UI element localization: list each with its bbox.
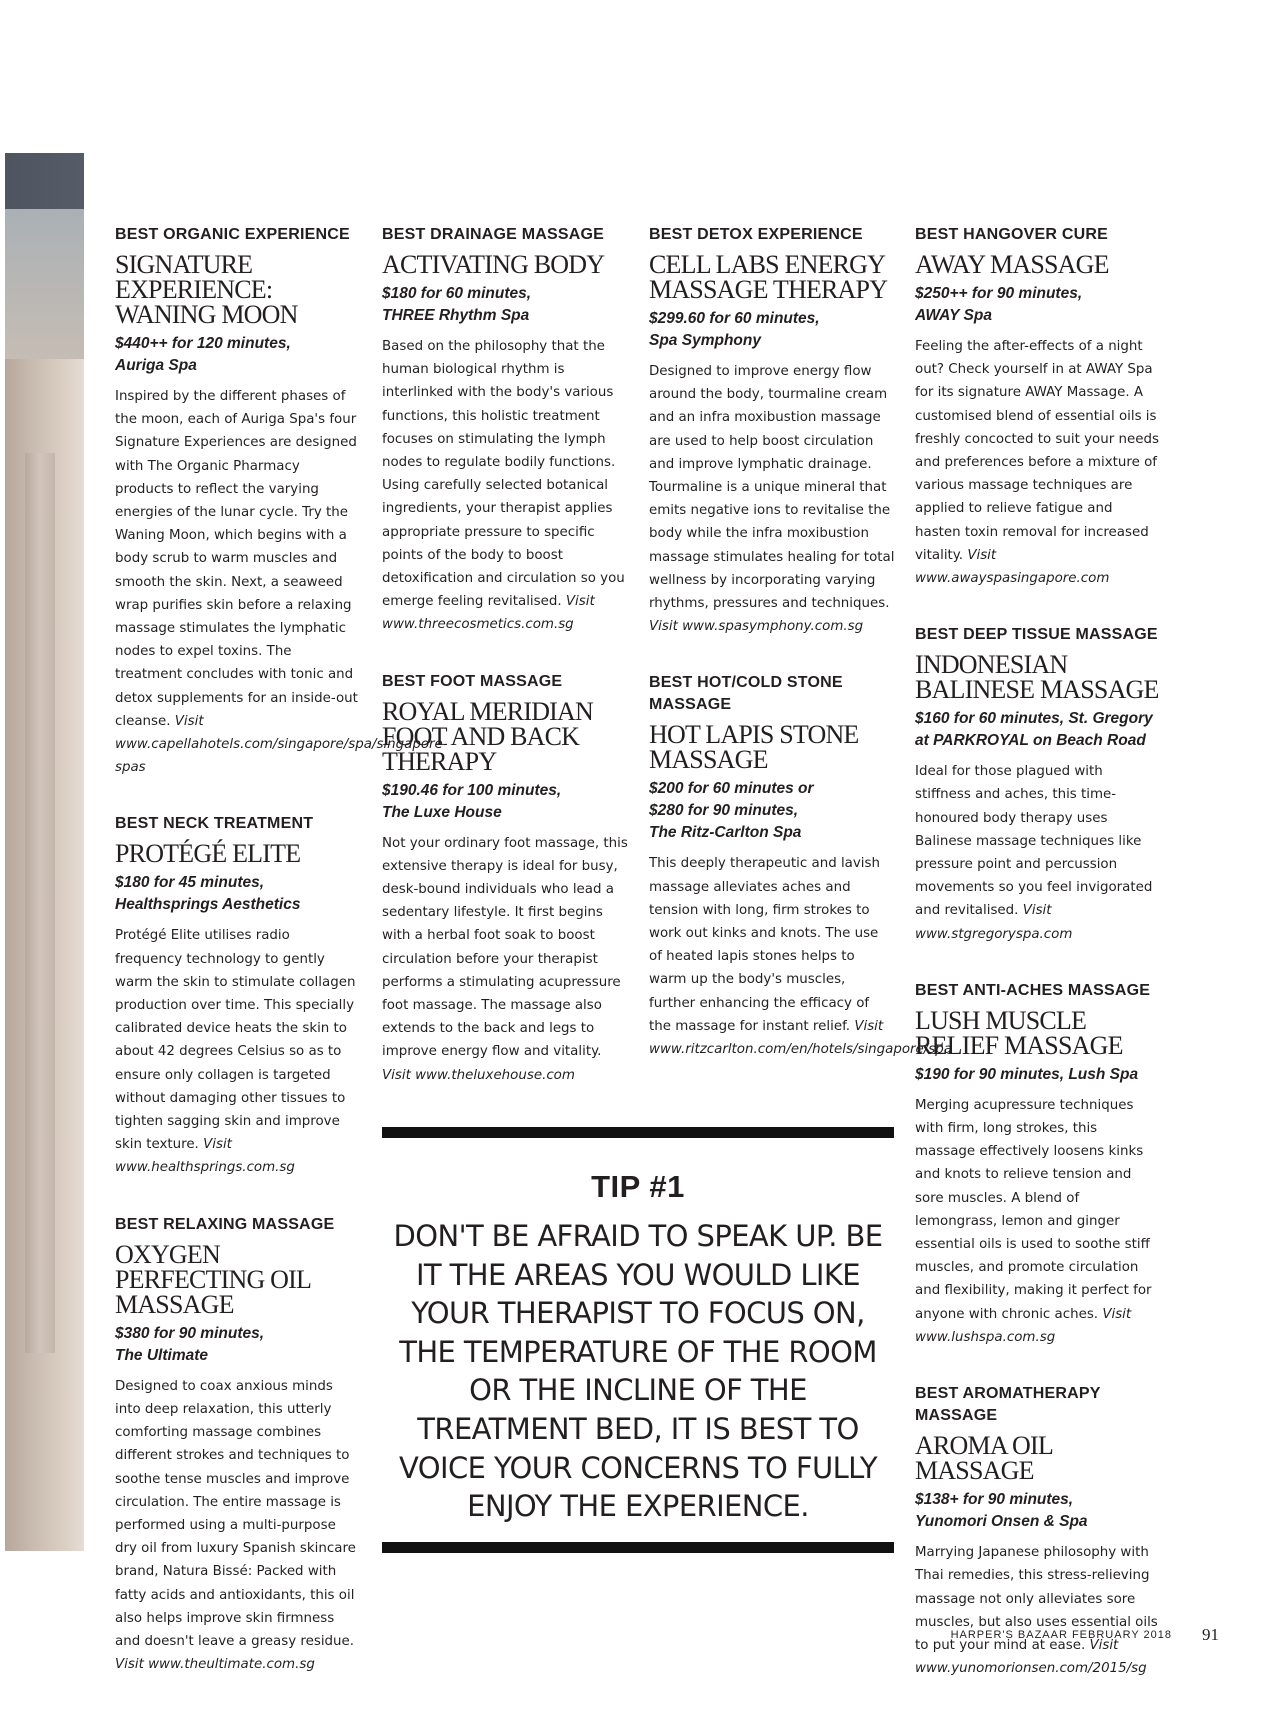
- website-link[interactable]: Visit www.threecosmetics.com.sg: [382, 594, 595, 633]
- price-line: $160 for 60 minutes, St. Gregory at PARKROYAL on Beach Road: [915, 710, 1153, 750]
- description: Marrying Japanese philosophy with Thai remedies, this stress-relieving massage not only alleviates sore muscles, but also uses essential oils to put your mind at ease. Visit www.yunomorionsen.com/2015/sg: [915, 1545, 1158, 1677]
- treatment-entry: [382, 671, 628, 1087]
- treatment-entry: [915, 980, 1161, 1349]
- magazine-issue: HARPER'S BAZAAR FEBRUARY 2018: [950, 1629, 1172, 1641]
- description: Inspired by the different phases of the moon, each of Auriga Spa's four Signature Experiences are designed with The Organic Pharmacy products to reflect the varying energies of the lunar cycle. Try the Waning Moon, which begins with a body scrub to warm muscles and smooth the skin. Next, a seaweed wrap purifies skin before a relaxing massage stimulates the lymphatic nodes to expel toxins. The treatment concludes with tonic and detox supplements for an inside-out cleanse. Visit www.capellahotels.com/singapore/spa/singapore-spas: [115, 389, 448, 776]
- description: Designed to improve energy flow around the body, tourmaline cream and an infra moxibustion massage are used to help boost circulation and improve lymphatic drainage. Tourmaline is a unique mineral that emits negative ions to revitalise the body while the infra moxibustion massage stimulates healing for total wellness by incorporating varying rhythms, pressures and techniques. Visit www.spasymphony.com.sg: [649, 364, 895, 635]
- description: This deeply therapeutic and lavish massage alleviates aches and tension with long, firm strokes to work out kinks and knots. The use of heated lapis stones helps to warm up the body's muscles, further enhancing the efficacy of the massage for instant relief. Visit www.ritzcarlton.com/en/hotels/singapore/spa: [649, 856, 952, 1058]
- category-heading: BEST DETOX EXPERIENCE: [649, 226, 863, 243]
- treatment-entry: [115, 1214, 361, 1677]
- tip-text: DON'T BE AFRAID TO SPEAK UP. BE IT THE AREAS YOU WOULD LIKE YOUR THERAPIST TO FOCUS ON, THE TEMPERATURE OF THE ROOM OR THE INCLINE OF THE TREATMENT BED, IT IS BEST TO VOICE YOUR CONCERNS TO FULLY ENJOY THE EXPERIENCE.: [393, 1219, 883, 1524]
- tip-top-rule: [382, 1127, 894, 1138]
- website-link[interactable]: Visit www.ritzcarlton.com/en/hotels/singapore/spa: [649, 1018, 952, 1058]
- column-2: [382, 224, 628, 1121]
- treatment-entry: [649, 224, 895, 638]
- tip-bottom-rule: [382, 1542, 894, 1553]
- treatment-name: ROYAL MERIDIAN FOOT AND BACK THERAPY: [382, 696, 593, 776]
- description: Merging acupressure techniques with firm, long strokes, this massage effectively loosens kinks and knots to relieve tension and sore muscles. A blend of lemongrass, lemon and ginger essential oils is used to soothe stiff muscles, and promote circulation and flexibility, making it perfect for anyone with chronic aches. Visit www.lushspa.com.sg: [915, 1097, 1152, 1345]
- treatment-entry: [115, 224, 448, 779]
- price-line: $180 for 60 minutes, THREE Rhythm Spa: [382, 285, 532, 324]
- page-footer: [951, 1625, 1219, 1645]
- treatment-entry: [915, 224, 1161, 590]
- category-heading: BEST ORGANIC EXPERIENCE: [115, 226, 350, 243]
- price-line: $200 for 60 minutes or $280 for 90 minutes, The Ritz-Carlton Spa: [649, 780, 814, 842]
- category-heading: BEST DEEP TISSUE MASSAGE: [915, 626, 1158, 644]
- website-link[interactable]: Visit www.theultimate.com.sg: [115, 1657, 315, 1673]
- treatment-name: INDONESIAN BALINESE MASSAGE: [915, 650, 1159, 705]
- treatment-entry: [915, 624, 1161, 946]
- category-heading: BEST HOT/COLD STONE MASSAGE: [649, 674, 843, 714]
- category-heading: BEST ANTI-ACHES MASSAGE: [915, 981, 1151, 999]
- website-link[interactable]: Visit www.awayspasingapore.com: [915, 547, 1110, 587]
- website-link[interactable]: Visit www.stgregoryspa.com: [915, 903, 1073, 942]
- photo-strip: [5, 153, 84, 1551]
- treatment-name: ACTIVATING BODY: [382, 250, 605, 279]
- treatment-entry: [649, 672, 952, 1061]
- website-link[interactable]: Visit www.theluxehouse.com: [382, 1067, 575, 1083]
- category-heading: BEST RELAXING MASSAGE: [115, 1215, 335, 1233]
- website-link[interactable]: Visit www.lushspa.com.sg: [915, 1306, 1132, 1345]
- price-line: $190.46 for 100 minutes, The Luxe House: [382, 781, 562, 821]
- price-line: $138+ for 90 minutes, Yunomori Onsen & Spa: [915, 1491, 1088, 1531]
- category-heading: BEST DRAINAGE MASSAGE: [382, 226, 604, 243]
- website-link[interactable]: Visit www.yunomorionsen.com/2015/sg: [915, 1637, 1147, 1677]
- price-line: $299.60 for 60 minutes, Spa Symphony: [649, 310, 820, 349]
- description: Ideal for those plagued with stiffness and aches, this time-honoured body therapy uses Balinese massage techniques like pressure point and percussion movements so you feel invigorated and revitalised. Visit www.stgregoryspa.com: [915, 764, 1153, 942]
- treatment-entry: [115, 813, 361, 1179]
- tip-box: [382, 1127, 894, 1553]
- description: Designed to coax anxious minds into deep relaxation, this utterly comforting massage combines different strokes and techniques to soothe tense muscles and improve circulation. The entire massage is performed using a multi-purpose dry oil from luxury Spanish skincare brand, Natura Bissé: Packed with fatty acids and antioxidants, this oil also helps improve skin firmness and doesn't leave a greasy residue. Visit www.theultimate.com.sg: [115, 1378, 356, 1673]
- column-1: [115, 224, 448, 1710]
- price-line: $440++ for 120 minutes, Auriga Spa: [115, 335, 291, 374]
- treatment-name: SIGNATURE EXPERIENCE: WANING MOON: [115, 250, 298, 329]
- treatment-name: PROTÉGÉ ELITE: [115, 839, 301, 869]
- column-4: [915, 224, 1161, 1714]
- price-line: $250++ for 90 minutes, AWAY Spa: [915, 285, 1083, 324]
- website-link[interactable]: Visit www.capellahotels.com/singapore/spa/singapore-spas: [115, 713, 448, 776]
- treatment-name: AWAY MASSAGE: [915, 250, 1109, 279]
- treatment-name: HOT LAPIS STONE MASSAGE: [649, 720, 859, 775]
- column-3: [649, 224, 952, 1095]
- category-heading: BEST NECK TREATMENT: [115, 815, 314, 833]
- description: Protégé Elite utilises radio frequency technology to gently warm the skin to stimulate collagen production over time. This specially calibrated device heats the skin to about 42 degrees Celsius so as to ensure only collagen is targeted without damaging other tissues to tighten sagging skin and improve skin texture. Visit www.healthsprings.com.sg: [115, 928, 356, 1176]
- description: Not your ordinary foot massage, this extensive therapy is ideal for busy, desk-bound individuals who lead a sedentary lifestyle. It first begins with a herbal foot soak to boost circulation before your therapist performs a stimulating acupressure foot massage. The massage also extends to the back and legs to improve energy flow and vitality. Visit www.theluxehouse.com: [382, 835, 628, 1083]
- treatment-name: LUSH MUSCLE RELIEF MASSAGE: [915, 1005, 1123, 1060]
- treatment-name: OXYGEN PERFECTING OIL MASSAGE: [115, 1239, 311, 1319]
- description: Feeling the after-effects of a night out? Check yourself in at AWAY Spa for its signature AWAY Massage. A customised blend of essential oils is freshly concocted to suit your needs and preferences before a mixture of various massage techniques are applied to relieve fatigue and hasten toxin removal for increased vitality. Visit www.awayspasingapore.com: [915, 339, 1159, 587]
- price-line: $190 for 90 minutes, Lush Spa: [915, 1065, 1139, 1083]
- website-link[interactable]: Visit www.healthsprings.com.sg: [115, 1137, 295, 1176]
- category-heading: BEST HANGOVER CURE: [915, 226, 1108, 243]
- price-line: $380 for 90 minutes, The Ultimate: [115, 1324, 265, 1364]
- category-heading: BEST FOOT MASSAGE: [382, 672, 563, 690]
- page-number: 91: [1202, 1625, 1219, 1644]
- treatment-name: AROMA OIL MASSAGE: [915, 1431, 1053, 1486]
- price-line: $180 for 45 minutes, Healthsprings Aesthetics: [115, 874, 301, 914]
- treatment-name: CELL LABS ENERGY MASSAGE THERAPY: [649, 250, 888, 304]
- treatment-entry: [382, 224, 628, 637]
- website-link[interactable]: Visit www.spasymphony.com.sg: [649, 619, 864, 635]
- tip-title: TIP #1: [591, 1169, 685, 1204]
- category-heading: BEST AROMATHERAPY MASSAGE: [915, 1385, 1101, 1425]
- description: Based on the philosophy that the human biological rhythm is interlinked with the body's various functions, this holistic treatment focuses on stimulating the lymph nodes to regulate bodily functions. Using carefully selected botanical ingredients, your therapist applies appropriate pressure to specific points of the body to boost detoxification and circulation so you emerge feeling revitalised. Visit www.threecosmetics.com.sg: [382, 339, 625, 633]
